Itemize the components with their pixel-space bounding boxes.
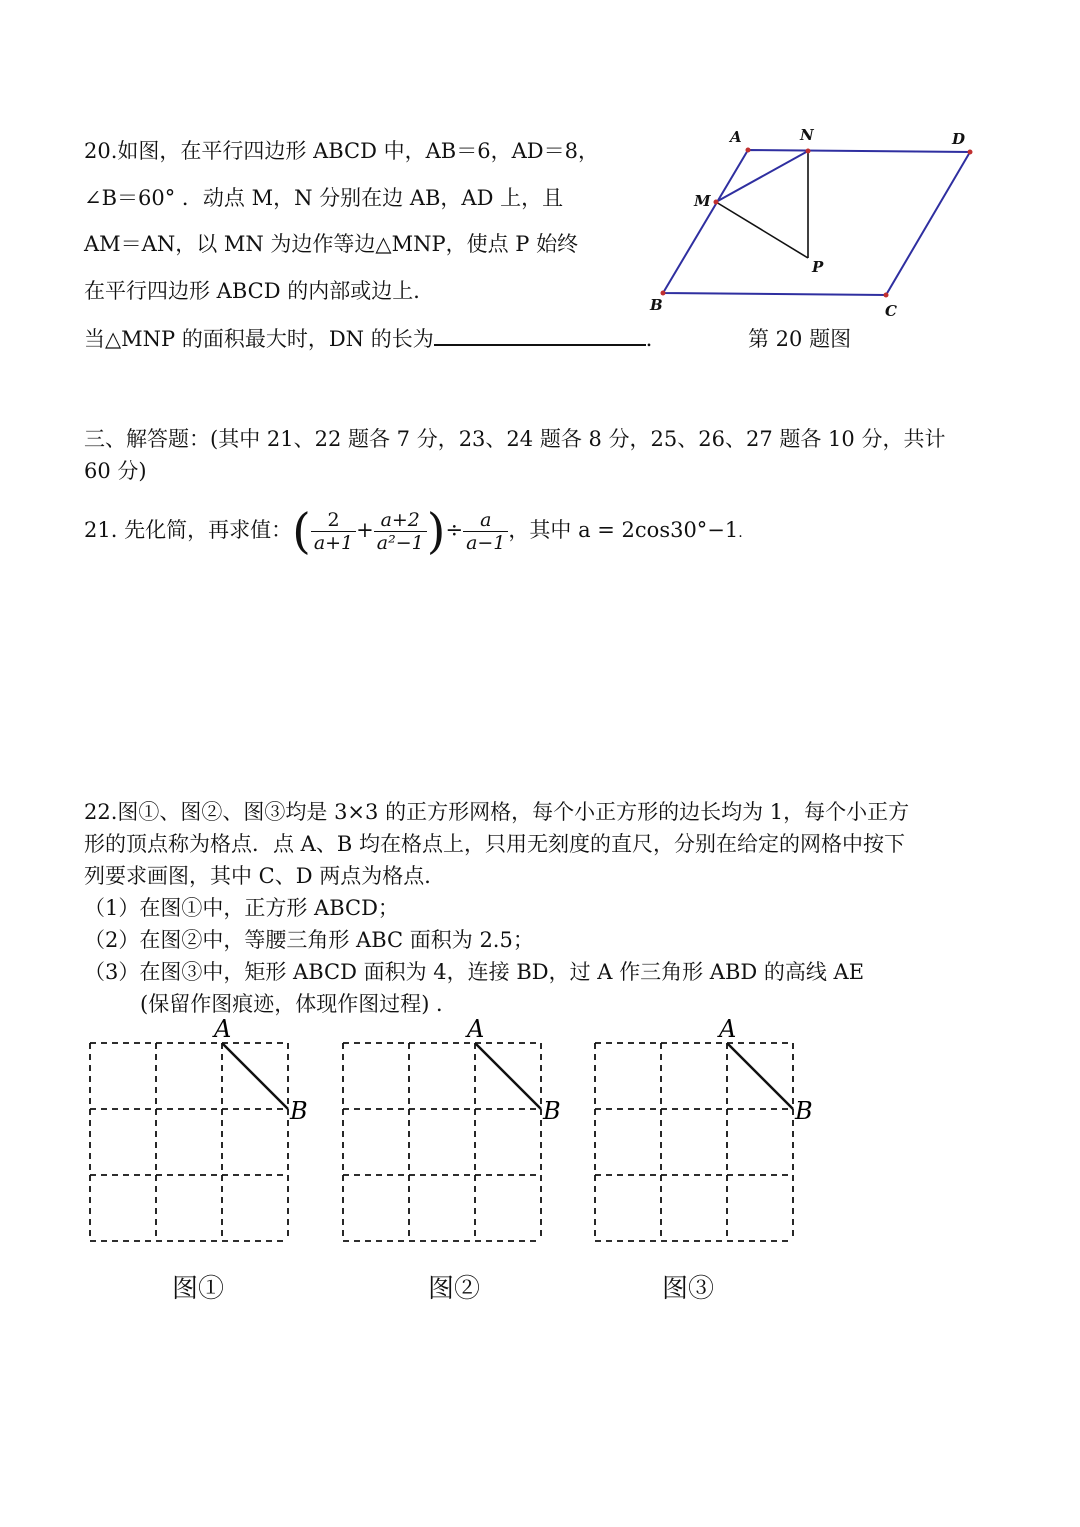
label-n: N — [800, 126, 814, 144]
segment-mp — [716, 202, 808, 258]
fraction-2-denominator: a²−1 — [376, 532, 424, 554]
fraction-3-numerator: a — [463, 509, 508, 532]
plus-sign: + — [356, 518, 374, 542]
right-paren: ) — [426, 503, 446, 560]
q20-figure-caption: 第 20 题图 — [748, 327, 852, 351]
label-p: P — [812, 258, 824, 276]
q21-prefix: 21. 先化简，再求值： — [84, 518, 293, 542]
q21-tail: . — [738, 525, 743, 541]
answer-blank[interactable] — [434, 324, 646, 346]
fraction-1-numerator: 2 — [311, 509, 356, 532]
grid-figure-1 — [80, 1012, 320, 1252]
q22-line-1: 22.图①、图②、图③均是 3×3 的正方形网格，每个小正方形的边长均为 1，每个小正方 — [84, 800, 910, 824]
fraction-3-denominator: a−1 — [466, 532, 506, 554]
q22-item-2: （2）在图②中，等腰三角形 ABC 面积为 2.5； — [84, 928, 534, 952]
q21-expression — [84, 500, 743, 560]
label-a: A — [730, 128, 742, 146]
fraction-2-numerator: a+2 — [374, 509, 427, 532]
grid-caption-1: 图① — [172, 1274, 225, 1304]
q20-line-3: AM＝AN，以 MN 为边作等边△MNP，使点 P 始终 — [84, 232, 579, 256]
point-m — [714, 200, 719, 205]
q22-item-3: （3）在图③中，矩形 ABCD 面积为 4，连接 BD，过 A 作三角形 ABD 的高线 AE — [84, 960, 865, 984]
grid-figure-3 — [585, 1012, 825, 1252]
point-a — [746, 148, 751, 153]
fraction-1-denominator: a+1 — [313, 532, 354, 554]
label-b: B — [650, 296, 663, 314]
point-n — [806, 149, 811, 154]
point-b — [661, 291, 666, 296]
point-c — [884, 293, 889, 298]
fraction-1 — [311, 509, 356, 554]
q20-line-2: ∠B＝60° ．动点 M，N 分别在边 AB，AD 上，且 — [84, 186, 564, 210]
label-d: D — [952, 130, 966, 148]
grid-label-a: A — [719, 1015, 737, 1043]
label-m: M — [694, 192, 711, 210]
q20-parallelogram-figure — [640, 120, 990, 325]
q21-suffix: ，其中 a = 2cos30°−1 — [508, 518, 739, 542]
label-c: C — [885, 302, 897, 320]
grid-label-b: B — [290, 1097, 308, 1125]
segment-mn — [716, 151, 808, 202]
q20-line-4: 在平行四边形 ABCD 的内部或边上． — [84, 279, 435, 303]
grid-caption-3: 图③ — [662, 1274, 715, 1304]
point-d — [968, 150, 973, 155]
segment-ab — [475, 1043, 541, 1109]
grid-label-b: B — [795, 1097, 813, 1125]
fraction-2 — [374, 509, 427, 554]
q20-line-1: 20.如图，在平行四边形 ABCD 中，AB＝6，AD＝8， — [84, 139, 599, 163]
section3-header-line-2: 60 分) — [84, 459, 147, 483]
q22-item-3-note: (保留作图痕迹，体现作图过程) ． — [140, 992, 458, 1016]
q20-period: ． — [645, 327, 667, 351]
q20-line-5 — [84, 324, 667, 354]
grid-label-a: A — [467, 1015, 485, 1043]
q22-line-2: 形的顶点称为格点．点 A、B 均在格点上，只用无刻度的直尺，分别在给定的网格中按下 — [84, 832, 905, 856]
grid-figure-2 — [333, 1012, 573, 1252]
grid-caption-2: 图② — [428, 1274, 481, 1304]
grid-label-a: A — [214, 1015, 232, 1043]
q22-line-3: 列要求画图，其中 C、D 两点为格点． — [84, 864, 446, 888]
section3-header-line-1: 三、解答题：(其中 21、22 题各 7 分，23、24 题各 8 分，25、26、27 题各 10 分，共计 — [84, 427, 946, 451]
segment-ab — [727, 1043, 793, 1109]
q20-question-text: 当△MNP 的面积最大时，DN 的长为 — [84, 327, 434, 351]
fraction-3 — [463, 509, 508, 554]
left-paren: ( — [292, 503, 311, 560]
segment-ab — [222, 1043, 288, 1109]
q22-item-1: （1）在图①中，正方形 ABCD； — [84, 896, 399, 920]
grid-label-b: B — [543, 1097, 561, 1125]
divide-sign: ÷ — [445, 518, 464, 542]
